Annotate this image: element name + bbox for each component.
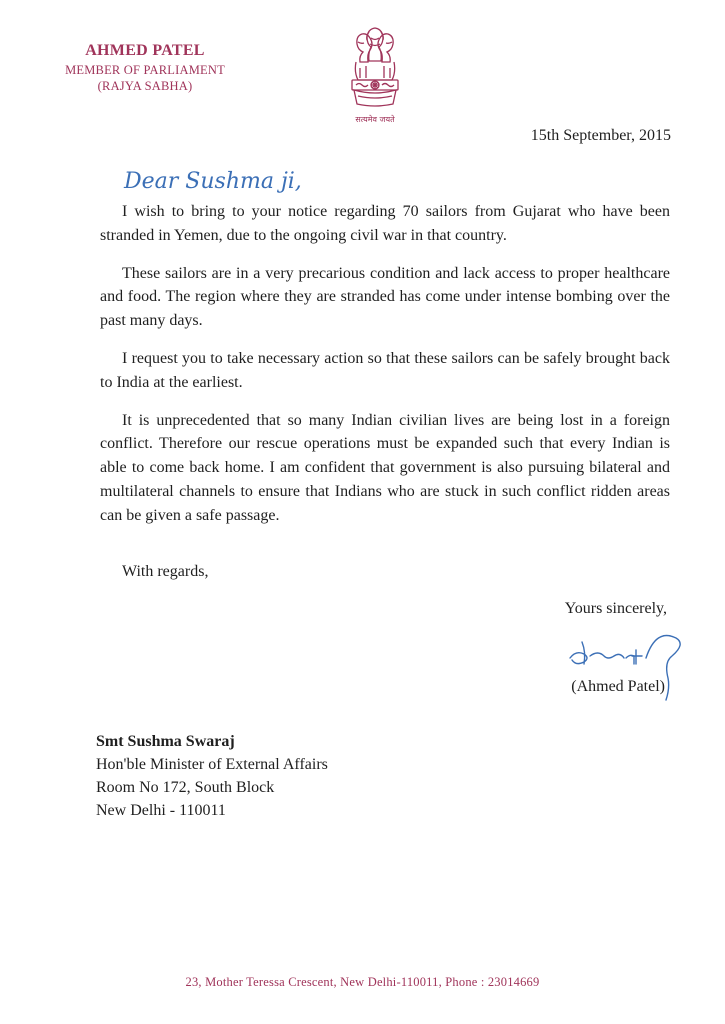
national-emblem-icon bbox=[340, 24, 410, 124]
footer-address: 23, Mother Teressa Crescent, New Delhi-110011, Phone : 23014669 bbox=[185, 975, 540, 989]
sender-house: (RAJYA SABHA) bbox=[97, 79, 193, 93]
letter-date: 15th September, 2015 bbox=[530, 127, 671, 144]
sign-off: Yours sincerely, bbox=[564, 600, 667, 617]
sender-designation: MEMBER OF PARLIAMENT bbox=[65, 63, 225, 77]
recipient-name: Smt Sushma Swaraj bbox=[96, 733, 235, 750]
recipient-address-line: New Delhi - 110011 bbox=[96, 802, 226, 819]
recipient-title: Hon'ble Minister of External Affairs bbox=[96, 756, 328, 773]
signatory-name: (Ahmed Patel) bbox=[571, 678, 665, 695]
closing: With regards, bbox=[122, 563, 209, 580]
body-paragraph: I wish to bring to your notice regarding 70 sailors from Gujarat who have been stranded in Yemen, due to the ongoing civil war in that country. bbox=[100, 203, 670, 244]
recipient-address-line: Room No 172, South Block bbox=[96, 779, 275, 796]
salutation-text: Dear Sushma ji, bbox=[124, 169, 302, 194]
letterhead bbox=[40, 42, 250, 94]
body-paragraph: It is unprecedented that so many Indian civilian lives are being lost in a foreign conflict. Therefore our rescue operations must be expanded such that every Indian is able to come back home. I am confident that government is also pursuing bilateral and multilateral channels to ensure that Indians who are stuck in such conflict ridden areas can be given a safe passage. bbox=[100, 411, 670, 524]
sender-name: AHMED PATEL bbox=[85, 42, 205, 59]
handwritten-salutation bbox=[122, 160, 362, 200]
body-paragraph: I request you to take necessary action so that these sailors can be safely brought back to India at the earliest. bbox=[100, 349, 670, 391]
recipient-block bbox=[96, 730, 328, 822]
body-paragraph: These sailors are in a very precarious condition and lack access to proper healthcare and food. The region where they are stranded has come under intense bombing over the past many days. bbox=[100, 264, 670, 330]
emblem-motto: सत्यमेव जयते bbox=[355, 115, 395, 124]
letter-body bbox=[100, 200, 670, 542]
salutation-handwriting bbox=[122, 160, 362, 200]
